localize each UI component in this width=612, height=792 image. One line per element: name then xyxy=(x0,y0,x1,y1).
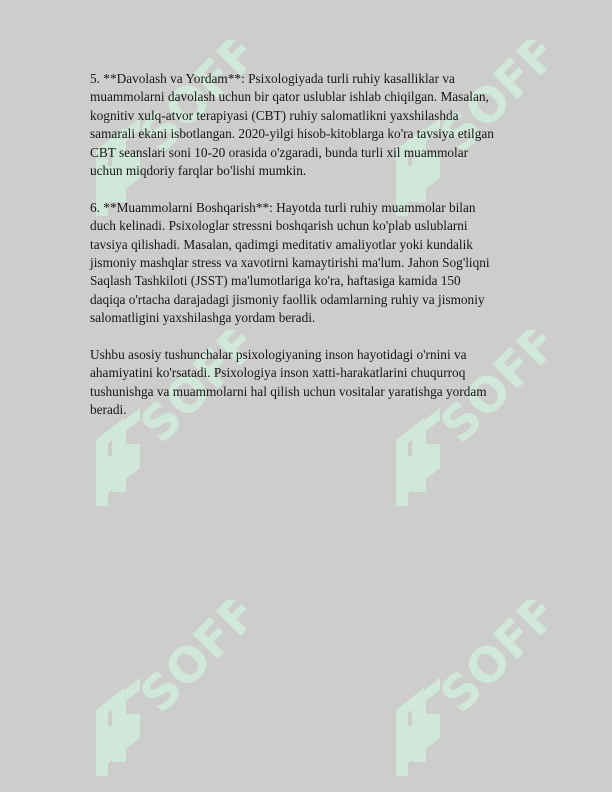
watermark-logo xyxy=(78,600,248,790)
svg-text:SOFF: SOFF xyxy=(429,600,548,724)
svg-text:SOFF: SOFF xyxy=(129,600,248,724)
paragraph-conclusion: Ushbu asosiy tushunchalar psixologiyaning inson hayotidagi o'rnini va ahamiyatini ko'rsatadi. Psixologiya inson xatti-harakatlarini chuqurroq tushunishga va muammolarni hal qilish uchun vositalar yaratishga yordam beradi. xyxy=(90,347,487,418)
document-body xyxy=(90,70,530,438)
paragraph-davolash-va-yordam: 5. **Davolash va Yordam**: Psixologiyada turli ruhiy kasalliklar va muammolarni davolash uchun bir qator uslublar ishlab chiqilgan. Masalan, kognitiv xulq-atvor terapiyasi (CBT) ruhiy salomatlikni yaxshilashda samarali ekani isbotlangan. 2020-yilgi hisob-kitoblarga ko'ra tavsiya etilgan CBT seanslari soni 10-20 orasida o'zgaradi, bunda turli xil muammolar uchun miqdoriy farqlar bo'lishi mumkin. xyxy=(90,71,494,179)
watermark-logo xyxy=(378,600,548,790)
svg-text:SOFF: SOFF xyxy=(429,40,548,164)
paragraph-muammolarni-boshqarish: 6. **Muammolarni Boshqarish**: Hayotda turli ruhiy muammolar bilan duch kelinadi. Psixologlar stressni boshqarish uchun ko'plab uslublarni tavsiya qilishadi. Masalan, qadimgi meditativ amaliyotlar yoki kundalik jismoniy mashqlar stress va xavotirni kamaytirishi ma'lum. Jahon Sog'liqni Saqlash Tashkiloti (JSST) ma'lumotlariga ko'ra, haftasiga kamida 150 daqiqa o'rtacha darajadagi jismoniy faollik odamlarning ruhiy va jismoniy salomatligini yaxshilashga yordam beradi. xyxy=(90,199,490,326)
svg-text:SOFF: SOFF xyxy=(429,330,548,454)
svg-text:SOFF: SOFF xyxy=(129,330,248,454)
svg-text:SOFF: SOFF xyxy=(129,40,248,164)
